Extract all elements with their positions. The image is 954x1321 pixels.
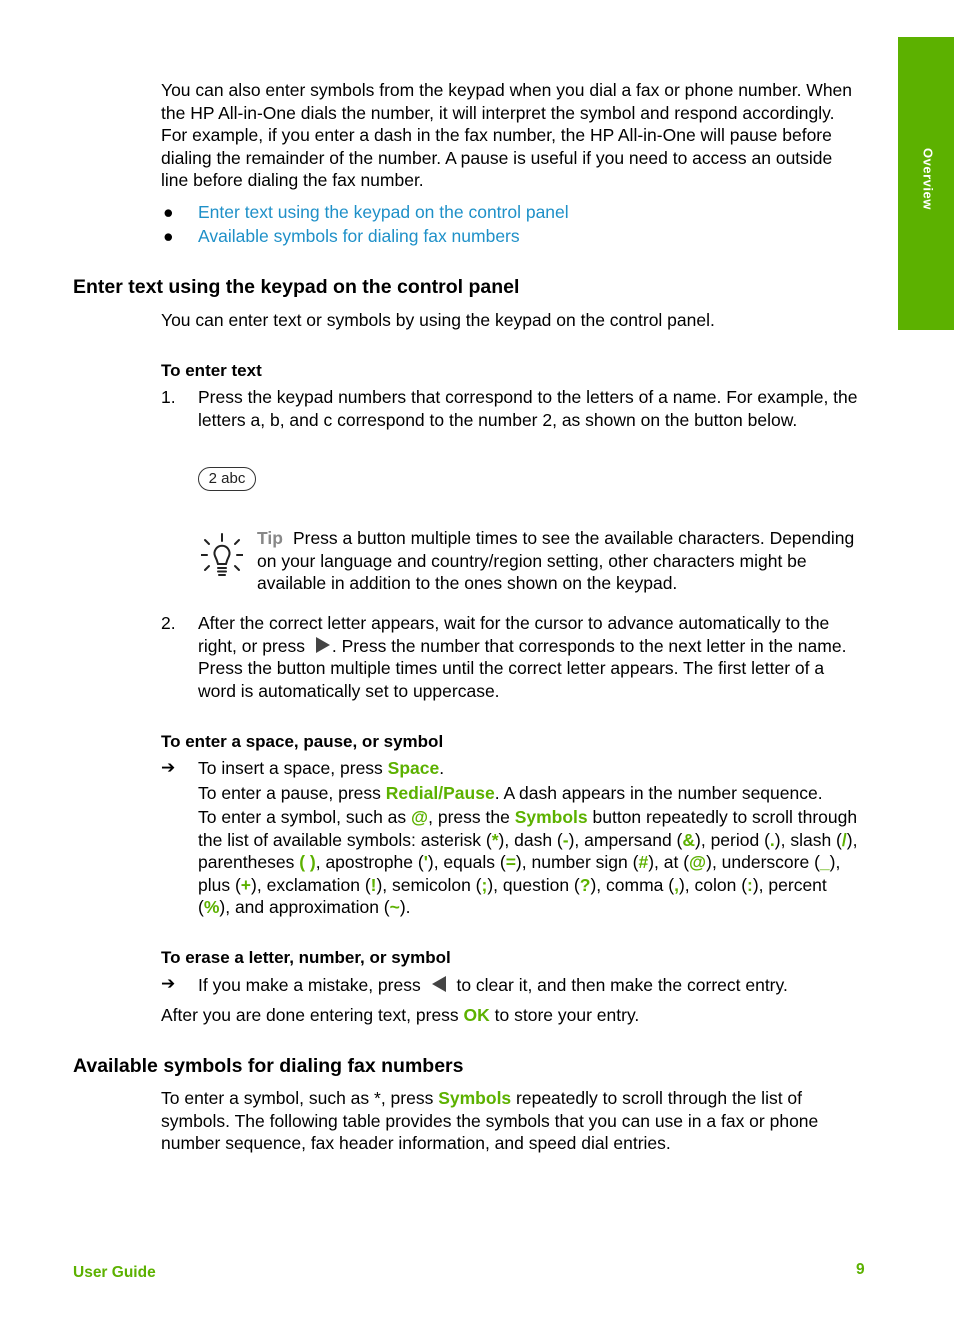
subheading-space-pause-symbol: To enter a space, pause, or symbol bbox=[161, 732, 444, 751]
step-number: 1. bbox=[161, 387, 176, 407]
step-text: Press the keypad numbers that correspond to the letters of a name. For example, the letters a, b, and c correspond to the number 2, as shown on the button below. bbox=[198, 387, 858, 430]
tip-text bbox=[257, 527, 862, 595]
intro-paragraph: You can also enter symbols from the keypad when you dial a fax or phone number. When the HP All-in-One dials the number, it will interpret the symbol and respond accordingly. For example, if you enter a dash in the fax number, the HP All-in-One will pause before dialing the remainder of the number. A pause is useful if you need to access an outside line before dialing the fax number. bbox=[161, 80, 853, 190]
tip-label: Tip bbox=[257, 528, 283, 548]
subheading-to-enter-text: To enter text bbox=[161, 361, 262, 380]
footer-title: User Guide bbox=[73, 1264, 156, 1281]
side-tab-label: Overview bbox=[920, 148, 936, 210]
section2-paragraph: To enter a symbol, such as *, press Symbols repeatedly to scroll through the list of symbols. The following table provides the symbols that you can use in a fax or phone number sequence, fax header information, and speed dial entries. bbox=[161, 1088, 819, 1153]
arrow-icon: ➔ bbox=[161, 758, 176, 777]
key-redial-pause: Redial/Pause bbox=[385, 783, 495, 803]
section-heading-available-symbols: Available symbols for dialing fax numbers bbox=[73, 1055, 464, 1077]
instruction-space: To insert a space, press Space. bbox=[198, 758, 445, 778]
key-symbols: Symbols bbox=[514, 807, 588, 827]
arrow-icon: ➔ bbox=[161, 974, 176, 993]
section-heading-enter-text: Enter text using the keypad on the control panel bbox=[73, 276, 520, 298]
key-space: Space bbox=[387, 758, 440, 778]
link-enter-text[interactable]: Enter text using the keypad on the control panel bbox=[198, 202, 569, 222]
after-entering-text: After you are done entering text, press OK to store your entry. bbox=[161, 1005, 640, 1025]
instruction-pause: To enter a pause, press Redial/Pause. A dash appears in the number sequence. bbox=[198, 783, 823, 803]
key-symbols: Symbols bbox=[438, 1088, 512, 1108]
step-text: After the correct letter appears, wait for the cursor to advance automatically to the right, or press . Press the number that corresponds to the next letter in the name. Press the button multiple times until the correct letter appears. The first letter of a word is automatically set to uppercase. bbox=[198, 613, 847, 701]
step-number: 2. bbox=[161, 613, 176, 633]
keypad-button-2abc: 2 abc bbox=[198, 467, 256, 491]
right-arrow-icon bbox=[316, 637, 330, 653]
intro-link-item bbox=[161, 225, 861, 247]
instruction-erase: If you make a mistake, press to clear it, and then make the correct entry. bbox=[198, 975, 788, 995]
link-available-symbols[interactable]: Available symbols for dialing fax numbers bbox=[198, 226, 520, 246]
section1-intro: You can enter text or symbols by using the keypad on the control panel. bbox=[161, 310, 715, 330]
lightbulb-icon bbox=[201, 533, 243, 581]
page-number: 9 bbox=[856, 1261, 865, 1278]
intro-link-item bbox=[161, 201, 861, 223]
instruction-symbol: To enter a symbol, such as @, press the Symbols button repeatedly to scroll through the list of available symbols: asterisk (*), dash (-), ampersand (&), period (.), slash (/), parentheses ( ), apostrophe ('), equals (=), number sign (#), at (@), underscore (_), plus (+), exclamation (!), semicolon (;), question (?), comma (,), colon (:), percent (%), and approximation (~). bbox=[198, 807, 858, 917]
bullet-icon: ● bbox=[163, 202, 174, 222]
left-arrow-icon bbox=[432, 976, 446, 992]
tip-body: Press a button multiple times to see the available characters. Depending on your language and country/region setting, other characters might be available in addition to the ones shown on the keypad. bbox=[257, 528, 855, 593]
key-ok: OK bbox=[463, 1005, 490, 1025]
bullet-icon: ● bbox=[163, 226, 174, 246]
subheading-erase: To erase a letter, number, or symbol bbox=[161, 948, 451, 967]
